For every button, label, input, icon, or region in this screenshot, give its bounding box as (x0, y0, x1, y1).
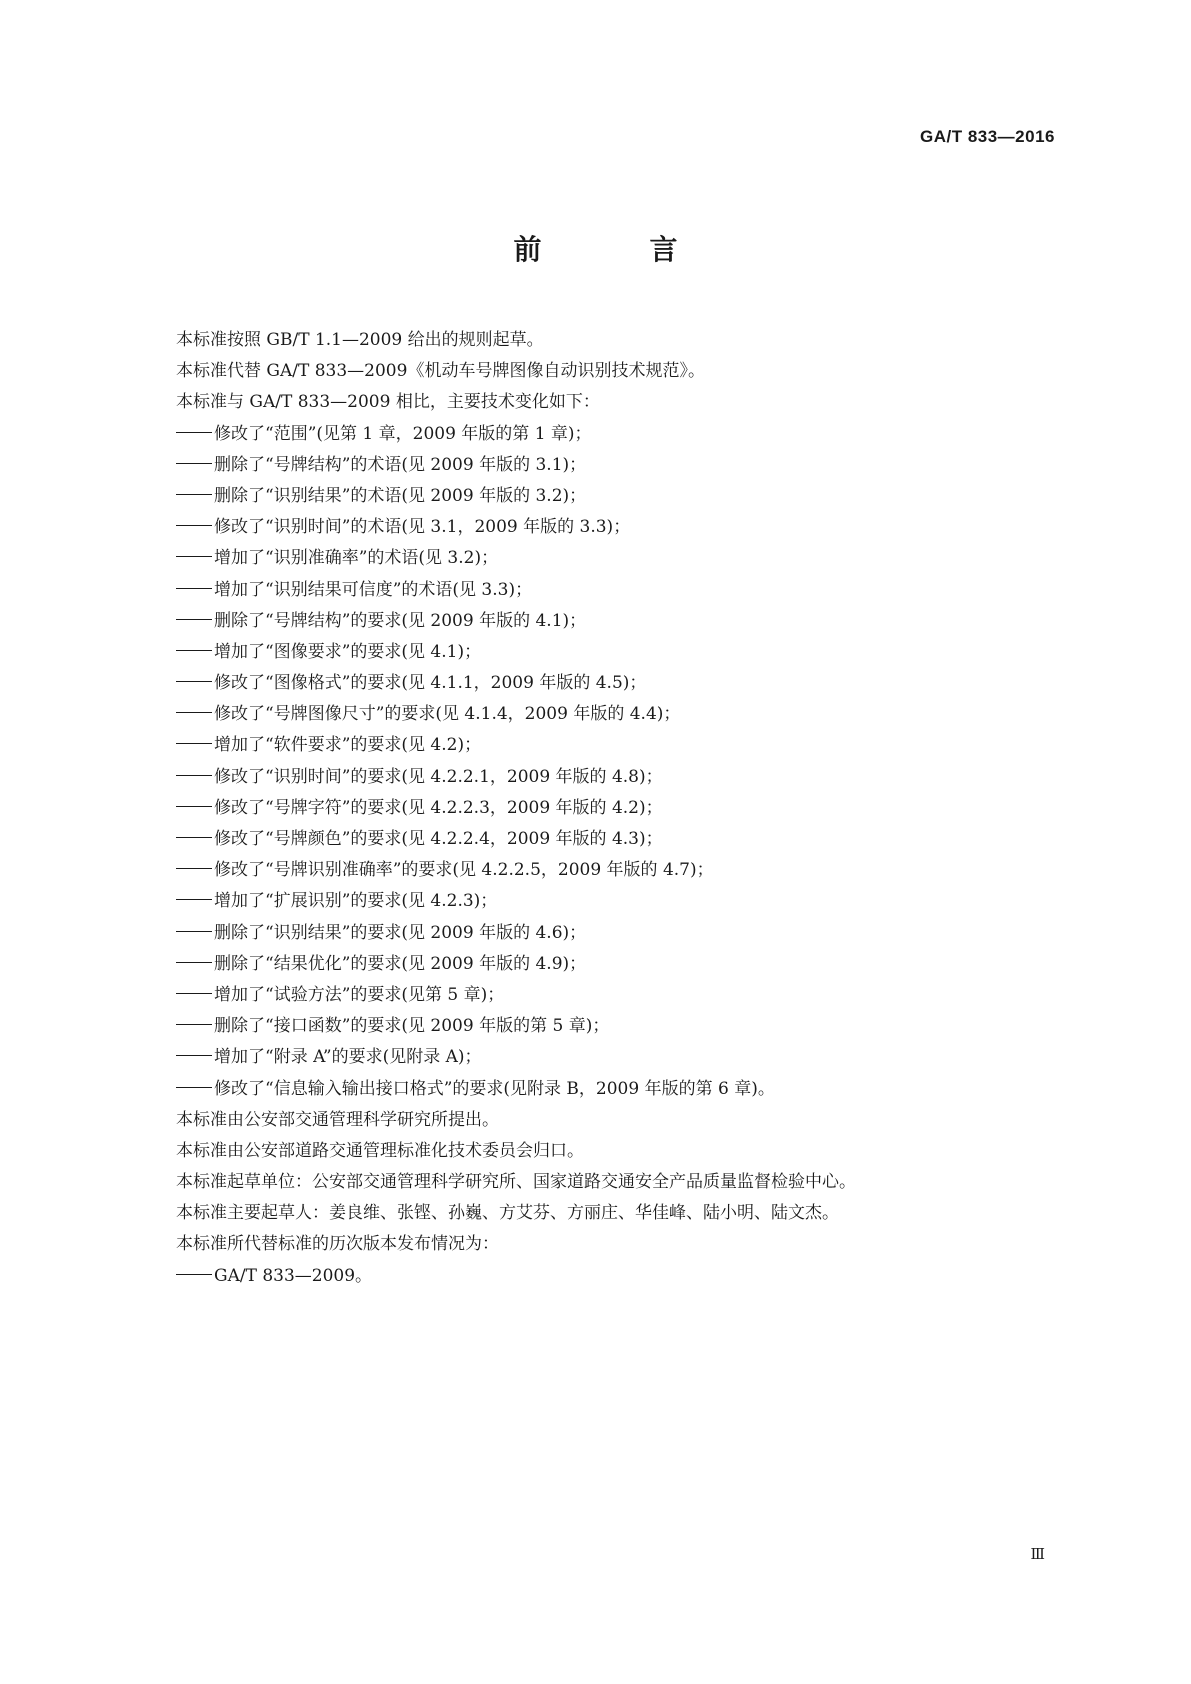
change-item (176, 699, 1056, 730)
change-item (176, 575, 1056, 606)
dash-marker (176, 931, 212, 932)
paragraph-text: 删除了“号牌结构”的术语(见 2009 年版的 3.1)； (214, 454, 587, 475)
paragraph-text: 修改了“图像格式”的要求(见 4.1.1，2009 年版的 4.5)； (214, 673, 647, 694)
paragraph-text: 增加了“附录 A”的要求(见附录 A)； (214, 1047, 482, 1068)
paragraph-text: 增加了“试验方法”的要求(见第 5 章)； (214, 984, 505, 1005)
paragraph-text: 本标准主要起草人：姜良维、张铿、孙巍、方艾芬、方丽庄、华佳峰、陆小明、陆文杰。 (176, 1203, 839, 1224)
dash-marker (176, 743, 212, 744)
change-item (176, 543, 1056, 574)
dash-marker (176, 432, 212, 433)
dash-marker (176, 463, 212, 464)
paragraph-text: 修改了“号牌颜色”的要求(见 4.2.2.4，2009 年版的 4.3)； (214, 829, 663, 849)
change-item (176, 606, 1056, 637)
paragraph (176, 1105, 1056, 1136)
change-item (176, 512, 1056, 543)
paragraph-text: 增加了“扩展识别”的要求(见 4.2.3)； (214, 891, 498, 912)
dash-marker (176, 837, 212, 838)
dash-marker (176, 993, 212, 994)
paragraph-text: 本标准由公安部道路交通管理标准化技术委员会归口。 (176, 1140, 584, 1161)
dash-marker (176, 494, 212, 495)
paragraph-text: 本标准由公安部交通管理科学研究所提出。 (176, 1109, 499, 1130)
paragraph-text: 本标准按照 GB/T 1.1—2009 给出的规则起草。 (176, 330, 544, 350)
paragraph-text: 增加了“识别准确率”的术语(见 3.2)； (214, 548, 499, 569)
change-item (176, 450, 1056, 481)
change-item (176, 980, 1056, 1011)
dash-marker (176, 775, 212, 776)
paragraph-text: 本标准所代替标准的历次版本发布情况为： (176, 1234, 499, 1255)
paragraph (176, 325, 1056, 356)
paragraph-text: 修改了“识别时间”的要求(见 4.2.2.1，2009 年版的 4.8)； (214, 766, 663, 787)
change-item (176, 1042, 1056, 1073)
dash-marker (176, 681, 212, 682)
paragraph (176, 356, 1056, 387)
change-item (176, 949, 1056, 980)
paragraph (176, 1198, 1056, 1229)
paragraph-text: 删除了“结果优化”的要求(见 2009 年版的 4.9)； (214, 953, 587, 974)
paragraph-text: 本标准起草单位：公安部交通管理科学研究所、国家道路交通安全产品质量监督检验中心。 (176, 1172, 856, 1193)
dash-marker (176, 1024, 212, 1025)
dash-marker (176, 962, 212, 963)
change-item (176, 1261, 1056, 1292)
dash-marker (176, 1055, 212, 1056)
dash-marker (176, 619, 212, 620)
paragraph-text: 增加了“软件要求”的要求(见 4.2)； (214, 735, 482, 756)
paragraph-text: 修改了“范围”(见第 1 章，2009 年版的第 1 章)； (214, 423, 592, 444)
paragraph-text: 删除了“号牌结构”的要求(见 2009 年版的 4.1)； (214, 610, 587, 631)
paragraph-text: 删除了“识别结果”的要求(见 2009 年版的 4.6)； (214, 922, 587, 943)
change-item (176, 855, 1056, 886)
change-item (176, 730, 1056, 761)
paragraph-text: 修改了“号牌字符”的要求(见 4.2.2.3，2009 年版的 4.2)； (214, 797, 663, 818)
change-item (176, 1011, 1056, 1042)
dash-marker (176, 868, 212, 869)
change-item (176, 762, 1056, 793)
page-title: 前 言 (513, 233, 718, 266)
paragraph-text: GA/T 833—2009。 (214, 1265, 373, 1286)
paragraph-text: 删除了“识别结果”的术语(见 2009 年版的 3.2)； (214, 485, 587, 506)
dash-marker (176, 712, 212, 713)
paragraph-text: 本标准与 GA/T 833—2009 相比，主要技术变化如下： (176, 392, 600, 413)
paragraph-text: 修改了“识别时间”的术语(见 3.1，2009 年版的 3.3)； (214, 517, 631, 538)
change-item (176, 1074, 1056, 1105)
dash-marker (176, 1274, 212, 1275)
dash-marker (176, 588, 212, 589)
change-item (176, 886, 1056, 917)
paragraph (176, 387, 1056, 418)
dash-marker (176, 556, 212, 557)
dash-marker (176, 650, 212, 651)
paragraph-text: 修改了“号牌识别准确率”的要求(见 4.2.2.5，2009 年版的 4.7)； (214, 860, 714, 881)
change-item (176, 793, 1056, 824)
foreword-body (176, 325, 1056, 1292)
change-item (176, 637, 1056, 668)
change-item (176, 481, 1056, 512)
paragraph (176, 1167, 1056, 1198)
dash-marker (176, 525, 212, 526)
paragraph (176, 1136, 1056, 1167)
paragraph-text: 增加了“图像要求”的要求(见 4.1)； (214, 641, 482, 662)
paragraph (176, 1229, 1056, 1260)
dash-marker (176, 899, 212, 900)
paragraph-text: 增加了“识别结果可信度”的术语(见 3.3)； (214, 579, 533, 600)
page-number: Ⅲ (1030, 1545, 1045, 1563)
paragraph-text: 本标准代替 GA/T 833—2009《机动车号牌图像自动识别技术规范》。 (176, 361, 705, 382)
change-item (176, 668, 1056, 699)
paragraph-text: 修改了“号牌图像尺寸”的要求(见 4.1.4，2009 年版的 4.4)； (214, 704, 681, 725)
change-item (176, 419, 1056, 450)
dash-marker (176, 806, 212, 807)
paragraph-text: 修改了“信息输入输出接口格式”的要求(见附录 B，2009 年版的第 6 章)。 (214, 1078, 775, 1099)
dash-marker (176, 1087, 212, 1088)
standard-code: GA/T 833—2016 (919, 127, 1055, 146)
paragraph-text: 删除了“接口函数”的要求(见 2009 年版的第 5 章)； (214, 1016, 610, 1037)
change-item (176, 824, 1056, 855)
change-item (176, 918, 1056, 949)
